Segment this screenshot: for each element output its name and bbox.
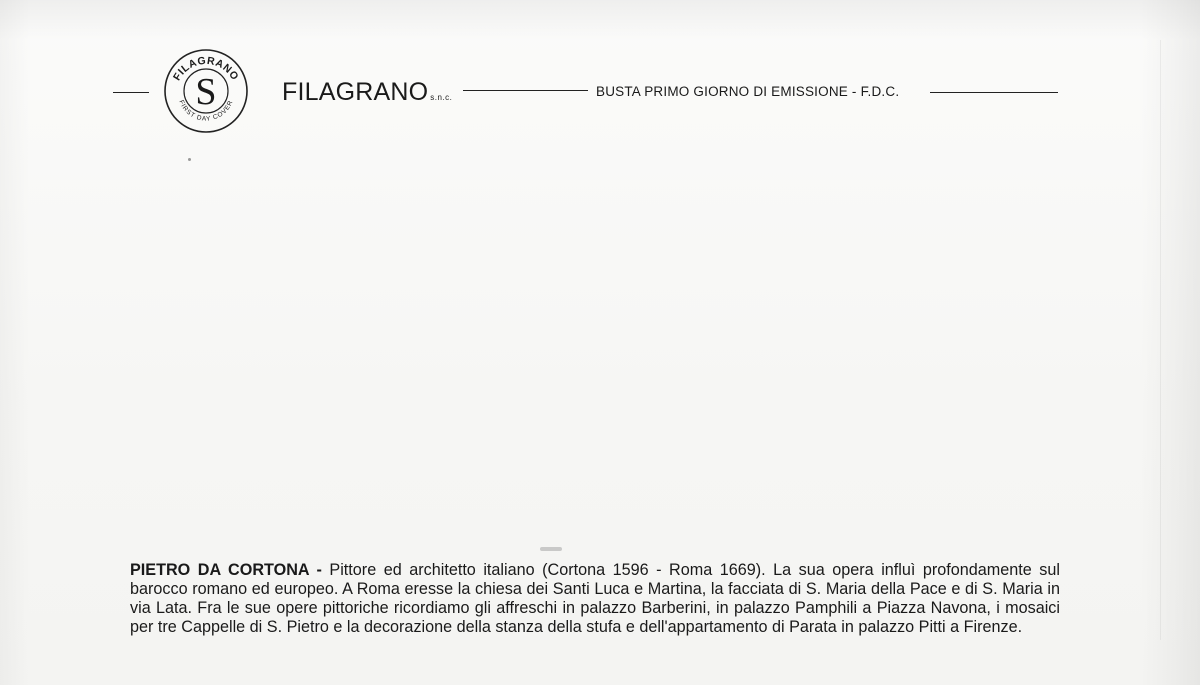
brand-suffix: s.n.c. [430, 93, 453, 102]
paper-top-shadow [0, 0, 1200, 40]
paper-right-edge [1140, 0, 1200, 685]
header-rule-right [930, 92, 1058, 93]
filagrano-seal-logo [163, 48, 249, 134]
paper-smudge [540, 547, 562, 551]
brand-name: FILAGRANO [282, 78, 429, 106]
header-rule-left [113, 92, 149, 93]
description-title: PIETRO DA CORTONA - [130, 561, 322, 579]
seal-bottom-text: FIRST DAY COVER [177, 99, 235, 123]
brand-block [282, 78, 452, 107]
stamp-description [130, 561, 1060, 637]
seal-letter: S [195, 71, 217, 113]
description-body: Pittore ed architetto italiano (Cortona 1596 - Roma 1669). La sua opera influì profondamente sul barocco romano ed europeo. A Roma eresse la chiesa dei Santi Luca e Martina, la facciata di S. Maria della Pace e di S. Maria in via Lata. Fra le sue opere pittoriche ricordiamo gli affreschi in palazzo Barberini, in palazzo Pamphili a Piazza Navona, i mosaici per tre Cappelle di S. Pietro e la decorazione della stanza della stufa e dell'appartamento di Parata in palazzo Pitti a Firenze. [130, 561, 1060, 636]
paper-left-edge [0, 0, 30, 685]
paper-speck [188, 158, 191, 161]
seal-top-text: FILAGRANO [170, 54, 241, 83]
first-day-cover-label: BUSTA PRIMO GIORNO DI EMISSIONE - F.D.C. [596, 84, 900, 99]
header-rule-middle [463, 90, 588, 91]
paper-fold-line [1160, 40, 1161, 640]
